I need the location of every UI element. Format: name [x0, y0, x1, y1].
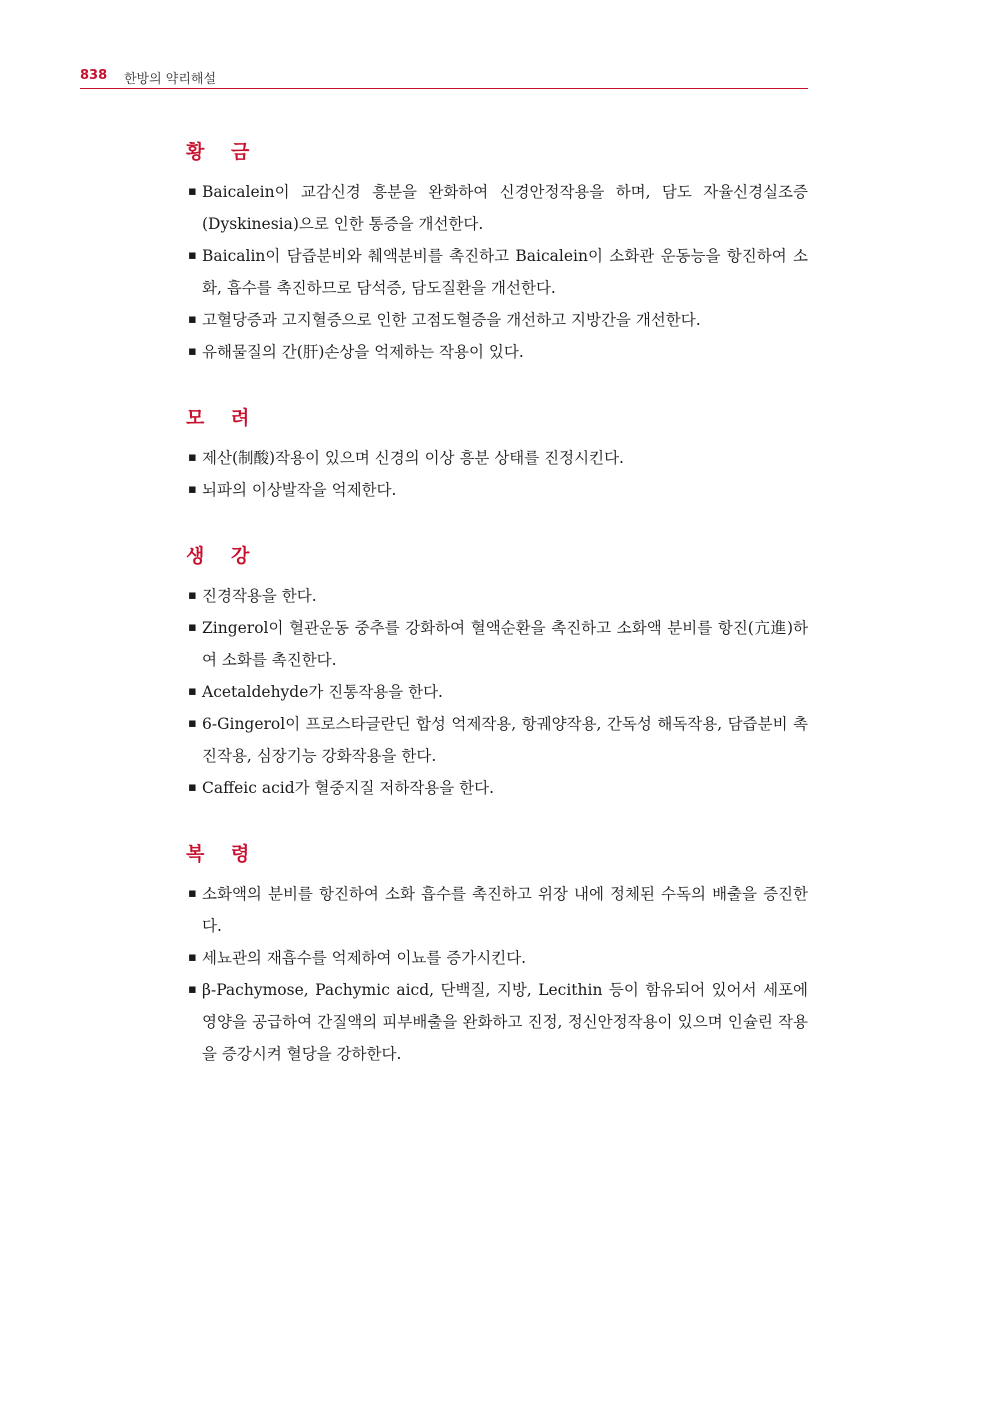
item-text: 유해물질의 간(肝)손상을 억제하는 작용이 있다. [202, 343, 524, 361]
item-text: 제산(制酸)작용이 있으며 신경의 이상 흥분 상태를 진정시킨다. [202, 449, 624, 467]
item-text: Baicalein이 교감신경 흥분을 완화하여 신경안정작용을 하며, 담도 자율신경실조증(Dyskinesia)으로 인한 통증을 개선한다. [202, 183, 808, 233]
list-item [186, 580, 808, 612]
bullet-icon: ▪ [188, 780, 197, 795]
section-title: 복 령 [186, 843, 260, 865]
running-title: 한방의 약리해설 [124, 72, 217, 87]
bullet-icon: ▪ [188, 620, 197, 635]
bullet-icon: ▪ [188, 482, 197, 497]
list-item [186, 878, 808, 942]
item-text: Caffeic acid가 혈중지질 저하작용을 한다. [202, 779, 495, 797]
section-moryeo [186, 404, 808, 506]
bullet-icon: ▪ [188, 950, 197, 965]
item-text: 고혈당증과 고지혈증으로 인한 고점도혈증을 개선하고 지방간을 개선한다. [202, 311, 701, 329]
item-text: 진경작용을 한다. [202, 587, 317, 605]
item-text: Acetaldehyde가 진통작용을 한다. [202, 683, 443, 701]
list-item [186, 974, 808, 1070]
list-item [186, 708, 808, 772]
item-text: 소화액의 분비를 항진하여 소화 흡수를 촉진하고 위장 내에 정체된 수독의 배출을 증진한다. [202, 885, 808, 935]
list-item [186, 442, 808, 474]
bullet-icon: ▪ [188, 184, 197, 199]
item-text: 뇌파의 이상발작을 억제한다. [202, 481, 397, 499]
bullet-icon: ▪ [188, 450, 197, 465]
list-item [186, 304, 808, 336]
list-item [186, 240, 808, 304]
bullet-icon: ▪ [188, 982, 197, 997]
list-item [186, 612, 808, 676]
item-text: Zingerol이 혈관운동 중추를 강화하여 혈액순환을 촉진하고 소화액 분비를 항진(亢進)하여 소화를 촉진한다. [202, 619, 808, 669]
item-text: 세뇨관의 재흡수를 억제하여 이뇨를 증가시킨다. [202, 949, 527, 967]
page-header [80, 66, 808, 89]
item-text: 6-Gingerol이 프로스타글란딘 합성 억제작용, 항궤양작용, 간독성 해독작용, 담즙분비 촉진작용, 심장기능 강화작용을 한다. [202, 715, 808, 765]
bullet-icon: ▪ [188, 344, 197, 359]
bullet-list [186, 878, 808, 1070]
section-title: 황 금 [186, 141, 260, 163]
bullet-icon: ▪ [188, 684, 197, 699]
bullet-icon: ▪ [188, 588, 197, 603]
page-content [186, 138, 808, 1106]
item-text: β-Pachymose, Pachymic aicd, 단백질, 지방, Lecithin 등이 함유되어 있어서 세포에 영양을 공급하여 간질액의 피부배출을 완화하고 진정, 정신안정작용이 있으며 인슐린 작용을 증강시켜 혈당을 강하한다. [202, 981, 808, 1063]
list-item [186, 942, 808, 974]
list-item [186, 336, 808, 368]
bullet-icon: ▪ [188, 312, 197, 327]
list-item [186, 772, 808, 804]
list-item [186, 474, 808, 506]
section-title: 모 려 [186, 407, 260, 429]
section-saenggang [186, 542, 808, 804]
bullet-list [186, 442, 808, 506]
list-item [186, 176, 808, 240]
item-text: Baicalin이 담즙분비와 췌액분비를 촉진하고 Baicalein이 소화관 운동능을 항진하여 소화, 흡수를 촉진하므로 담석증, 담도질환을 개선한다. [202, 247, 808, 297]
bullet-list [186, 580, 808, 804]
section-bokryeong [186, 840, 808, 1070]
bullet-icon: ▪ [188, 248, 197, 263]
bullet-icon: ▪ [188, 716, 197, 731]
page-number: 838 [80, 68, 108, 83]
bullet-list [186, 176, 808, 368]
list-item [186, 676, 808, 708]
section-hwanggeum [186, 138, 808, 368]
section-title: 생 강 [186, 545, 260, 567]
bullet-icon: ▪ [188, 886, 197, 901]
